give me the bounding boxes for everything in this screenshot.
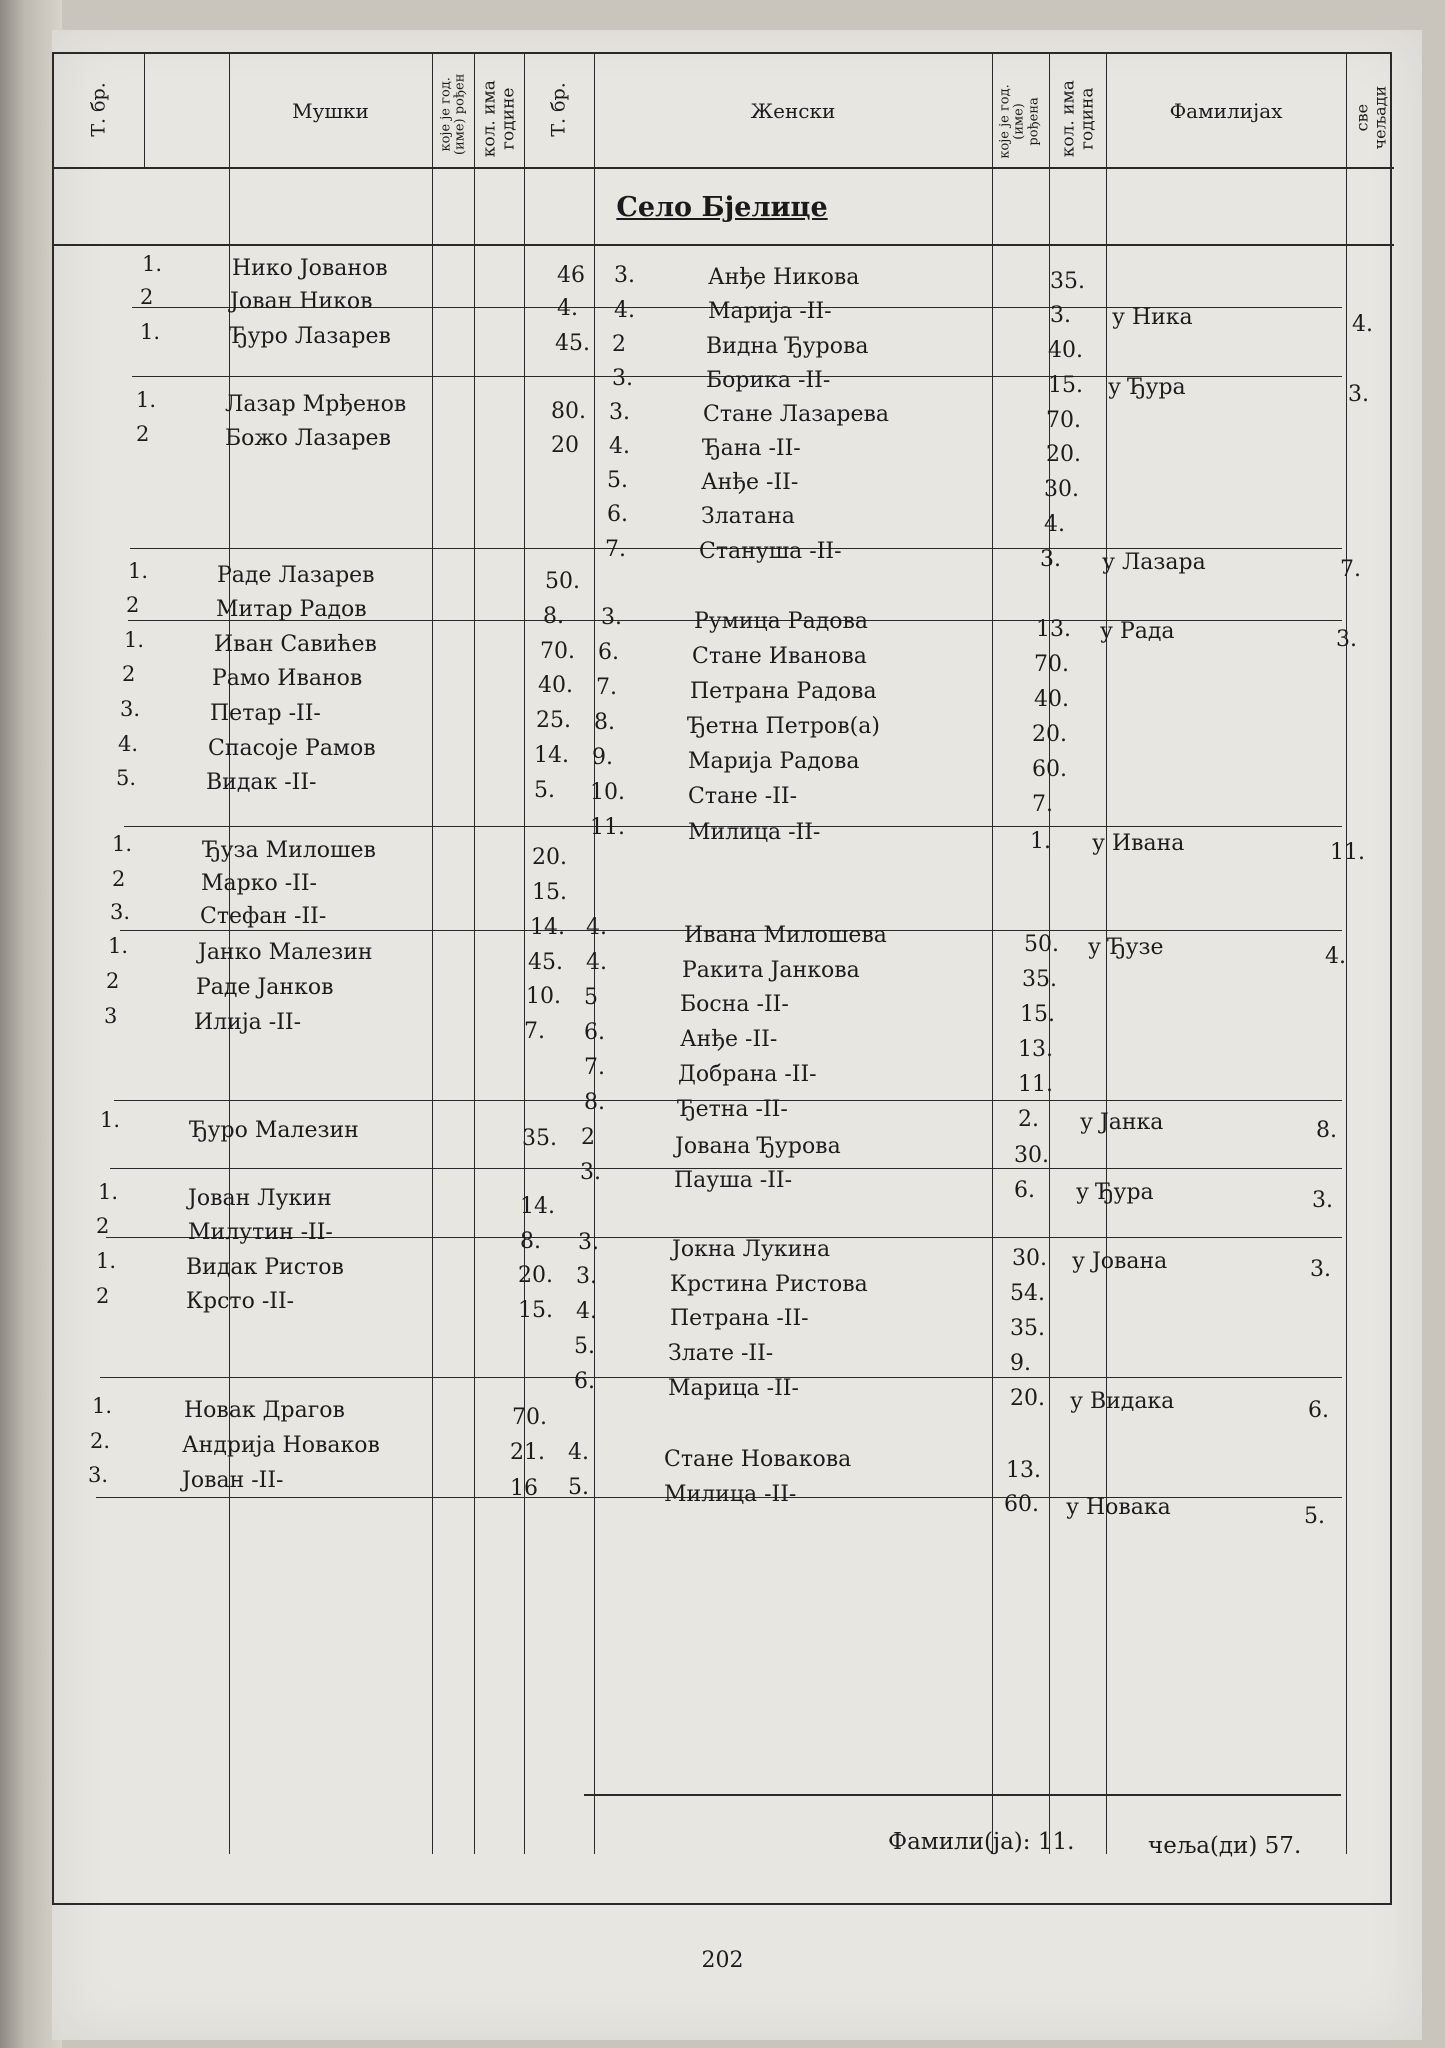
female-name: Јована Ђурова — [675, 1134, 841, 1159]
female-name: Марија -II- — [708, 299, 832, 324]
male-number: 2 — [106, 969, 120, 993]
male-name: Новак Драгов — [184, 1398, 345, 1423]
male-name: Раде Лазарев — [217, 563, 375, 588]
female-number: 6. — [607, 502, 628, 527]
male-age: 15. — [532, 880, 567, 905]
male-number: 3 — [104, 1004, 118, 1028]
female-age: 13. — [1018, 1037, 1053, 1062]
female-age: 70. — [1046, 408, 1081, 433]
family-name: у Видака — [1070, 1389, 1175, 1414]
family-name: у Ника — [1112, 305, 1193, 330]
female-age: 60. — [1004, 1492, 1039, 1517]
family-name: у Новака — [1066, 1495, 1171, 1520]
male-number: 1. — [96, 1249, 117, 1273]
female-name: Анђе -II- — [680, 1027, 778, 1052]
male-name: Марко -II- — [201, 871, 317, 896]
header-divider — [54, 167, 1394, 169]
female-age: 20. — [1046, 442, 1081, 467]
total-children: чеља(ди) 57. — [1148, 1833, 1302, 1859]
header-children: све чељади — [1352, 85, 1389, 150]
header-age-male: кол. има године — [479, 80, 518, 158]
male-name: Илија -II- — [194, 1010, 302, 1035]
male-number: 1. — [124, 628, 145, 652]
female-name: Петрана -II- — [670, 1306, 809, 1331]
male-name: Рамо Иванов — [212, 666, 363, 691]
male-age: 8. — [543, 604, 564, 629]
male-age: 10. — [526, 984, 561, 1009]
family-name: у Ђура — [1108, 375, 1186, 400]
female-name: Анђе Никова — [708, 265, 860, 290]
header-female: Женски — [750, 98, 836, 123]
female-age: 15. — [1048, 373, 1083, 398]
female-age: 4. — [1044, 512, 1065, 537]
header-no-left: Т. бр. — [87, 82, 110, 137]
female-name: Ракита Јанкова — [682, 958, 860, 983]
male-number: 2. — [90, 1429, 111, 1453]
female-number: 3. — [576, 1264, 597, 1289]
female-number: 6. — [584, 1020, 605, 1045]
male-name: Иван Савићев — [214, 632, 377, 657]
children-count: 3. — [1336, 627, 1357, 652]
male-age: 20 — [551, 433, 579, 458]
male-number: 1. — [100, 1108, 121, 1132]
total-families: Фамили(ја): 11. — [888, 1829, 1075, 1855]
female-age: 70. — [1034, 652, 1069, 677]
female-age: 11. — [1018, 1072, 1053, 1097]
female-age: 1. — [1030, 829, 1051, 854]
female-number: 3. — [578, 1230, 599, 1255]
male-number: 3. — [120, 697, 141, 721]
male-age: 14. — [534, 743, 569, 768]
female-age: 35. — [1050, 269, 1085, 294]
male-name: Ђуро Малезин — [190, 1118, 359, 1143]
female-number: 4. — [586, 950, 607, 975]
children-count: 8. — [1316, 1118, 1337, 1143]
male-number: 1. — [92, 1394, 113, 1418]
male-age: 14. — [520, 1194, 555, 1219]
family-name: у Рада — [1100, 619, 1175, 644]
col-divider — [992, 54, 993, 1854]
female-age: 30. — [1044, 477, 1079, 502]
female-name: Добрана -II- — [678, 1062, 817, 1087]
female-name: Ђетна -II- — [678, 1097, 788, 1122]
male-number: 2 — [112, 867, 126, 891]
male-age: 20. — [518, 1263, 553, 1288]
male-name: Ђуза Милошев — [203, 838, 376, 863]
male-number: 2 — [140, 285, 154, 309]
female-number: 5 — [584, 985, 598, 1010]
female-name: Босна -II- — [680, 992, 789, 1017]
female-number: 5. — [568, 1475, 589, 1500]
male-name: Митар Радов — [216, 597, 367, 622]
female-number: 8. — [584, 1090, 605, 1115]
male-number: 1. — [142, 252, 163, 276]
children-count: 5. — [1304, 1504, 1325, 1529]
female-number: 10. — [590, 780, 625, 805]
children-count: 4. — [1352, 312, 1373, 337]
male-number: 2 — [96, 1214, 110, 1238]
female-age: 54. — [1010, 1281, 1045, 1306]
female-age: 7. — [1032, 792, 1053, 817]
female-name: Златана — [701, 504, 795, 529]
male-name: Божо Лазарев — [225, 426, 391, 451]
female-number: 7. — [596, 675, 617, 700]
female-age: 35. — [1022, 967, 1057, 992]
col-divider — [144, 54, 145, 169]
female-age: 40. — [1034, 687, 1069, 712]
male-name: Петар -II- — [210, 701, 321, 726]
male-age: 45. — [555, 331, 590, 356]
male-age: 70. — [512, 1405, 547, 1430]
female-name: Крстина Ристова — [670, 1272, 868, 1297]
male-number: 2 — [136, 422, 150, 446]
male-number: 4. — [118, 732, 139, 756]
male-age: 50. — [545, 569, 580, 594]
female-name: Петрана Радова — [690, 679, 877, 704]
female-age: 3. — [1050, 303, 1071, 328]
male-name: Раде Јанков — [196, 975, 334, 1000]
female-name: Ивана Милошева — [684, 923, 887, 948]
male-age: 40. — [538, 673, 573, 698]
female-name: Стане Новакова — [664, 1447, 852, 1472]
male-name: Лазар Мрђенов — [225, 392, 407, 417]
male-name: Нико Јованов — [232, 256, 388, 281]
male-number: 3. — [110, 900, 131, 924]
female-age: 3. — [1040, 547, 1061, 572]
female-name: Стане Лазарева — [703, 402, 889, 427]
female-age: 2. — [1018, 1107, 1039, 1132]
header-age-female: кол. има година — [1058, 80, 1097, 158]
male-number: 2 — [122, 662, 136, 686]
male-age: 8. — [520, 1229, 541, 1254]
male-age: 4. — [557, 296, 578, 321]
female-name: Милица -II- — [664, 1482, 797, 1507]
male-age: 80. — [551, 399, 586, 424]
female-age: 50. — [1024, 932, 1059, 957]
female-name: Анђе -II- — [701, 470, 799, 495]
female-number: 3. — [580, 1160, 601, 1185]
female-number: 9. — [592, 745, 613, 770]
female-name: Стане -II- — [688, 784, 798, 809]
male-age: 16 — [510, 1476, 538, 1501]
header-male: Мушки — [292, 98, 369, 123]
female-age: 20. — [1032, 722, 1067, 747]
female-number: 4. — [614, 298, 635, 323]
female-age: 35. — [1010, 1316, 1045, 1341]
female-name: Борика -II- — [706, 368, 831, 393]
male-number: 3. — [88, 1463, 109, 1487]
female-number: 4. — [576, 1299, 597, 1324]
female-number: 8. — [594, 710, 615, 735]
male-name: Јован Лукин — [188, 1186, 332, 1211]
male-number: 5. — [116, 766, 137, 790]
female-number: 3. — [601, 605, 622, 630]
male-age: 15. — [518, 1298, 553, 1323]
male-number: 1. — [108, 934, 129, 958]
family-name: у Ђузе — [1088, 935, 1164, 960]
female-name: Злате -II- — [668, 1341, 774, 1366]
female-name: Пауша -II- — [674, 1168, 793, 1193]
male-age: 46 — [557, 263, 585, 288]
title-divider — [54, 244, 1394, 246]
male-number: 1. — [140, 320, 161, 344]
female-name: Стануша -II- — [699, 539, 842, 564]
female-number: 5. — [607, 468, 628, 493]
male-number: 1. — [98, 1180, 119, 1204]
female-age: 20. — [1010, 1386, 1045, 1411]
header-family: Фамилијах — [1169, 98, 1283, 123]
female-number: 7. — [584, 1055, 605, 1080]
female-number: 3. — [612, 366, 633, 391]
col-divider — [524, 54, 525, 1854]
children-count: 3. — [1348, 382, 1369, 407]
male-name: Спасоје Рамов — [208, 736, 376, 761]
female-name: Ђана -II- — [703, 436, 801, 461]
male-age: 14. — [530, 915, 565, 940]
female-age: 9. — [1010, 1351, 1031, 1376]
male-age: 25. — [536, 708, 571, 733]
female-number: 5. — [574, 1334, 595, 1359]
family-name: у Јанка — [1080, 1110, 1164, 1135]
male-number: 1. — [128, 559, 149, 583]
children-count: 3. — [1312, 1188, 1333, 1213]
female-number: 4. — [568, 1440, 589, 1465]
female-name: Ђетна Петров(а) — [688, 714, 880, 739]
male-name: Крсто -II- — [186, 1289, 295, 1314]
col-divider — [474, 54, 475, 1854]
col-divider — [432, 54, 433, 1854]
female-number: 2 — [581, 1125, 595, 1150]
male-number: 1. — [136, 388, 157, 412]
male-age: 7. — [524, 1019, 545, 1044]
female-age: 60. — [1032, 757, 1067, 782]
female-number: 11. — [590, 815, 625, 840]
village-title: Село Бјелице — [616, 192, 828, 223]
male-age: 21. — [510, 1440, 545, 1465]
male-age: 70. — [540, 639, 575, 664]
female-age: 13. — [1036, 617, 1071, 642]
female-name: Видна Ђурова — [706, 334, 869, 359]
female-age: 40. — [1048, 338, 1083, 363]
female-number: 7. — [605, 537, 626, 562]
female-number: 2 — [612, 332, 626, 357]
female-name: Марица -II- — [668, 1376, 799, 1401]
children-count: 6. — [1308, 1398, 1329, 1423]
female-name: Милица -II- — [688, 820, 821, 845]
family-name: у Јована — [1072, 1249, 1168, 1274]
header-no-right: Т. бр. — [547, 82, 570, 137]
col-divider — [1346, 54, 1347, 1854]
female-age: 6. — [1014, 1178, 1035, 1203]
children-count: 3. — [1310, 1257, 1331, 1282]
male-age: 5. — [534, 778, 555, 803]
male-name: Видак Ристов — [186, 1255, 344, 1280]
male-number: 1. — [112, 832, 133, 856]
male-name: Јован Ников — [230, 289, 373, 314]
female-name: Румица Радова — [694, 609, 868, 634]
children-count: 11. — [1330, 840, 1365, 865]
male-name: Видак -II- — [206, 770, 317, 795]
female-number: 3. — [609, 400, 630, 425]
family-name: у Ивана — [1092, 831, 1185, 856]
children-count: 7. — [1340, 557, 1361, 582]
header-birth-female: које је год. (име) рођена — [997, 84, 1042, 159]
female-number: 6. — [574, 1369, 595, 1394]
family-name: у Ђура — [1076, 1180, 1154, 1205]
female-number: 4. — [609, 434, 630, 459]
header-birth-male: које је год. (име) рођен — [438, 73, 468, 155]
female-name: Јокна Лукина — [672, 1237, 831, 1262]
male-age: 45. — [528, 950, 563, 975]
male-age: 20. — [532, 845, 567, 870]
male-name: Милутин -II- — [188, 1220, 333, 1245]
family-name: у Лазара — [1102, 550, 1206, 575]
female-name: Марија Радова — [688, 749, 860, 774]
male-name: Стефан -II- — [200, 904, 327, 929]
male-name: Андрија Новаков — [182, 1433, 380, 1458]
male-number: 2 — [96, 1284, 110, 1308]
male-name: Јанко Малезин — [198, 940, 373, 965]
page-number: 202 — [701, 1948, 744, 1973]
female-number: 4. — [586, 915, 607, 940]
male-age: 35. — [522, 1126, 557, 1151]
male-number: 2 — [126, 593, 140, 617]
female-name: Стане Иванова — [692, 644, 867, 669]
female-age: 15. — [1020, 1002, 1055, 1027]
female-age: 13. — [1006, 1458, 1041, 1483]
female-number: 3. — [614, 263, 635, 288]
male-name: Ђуро Лазарев — [230, 324, 391, 349]
male-name: Јован -II- — [182, 1468, 284, 1493]
female-age: 30. — [1012, 1246, 1047, 1271]
children-count: 4. — [1325, 944, 1346, 969]
female-number: 6. — [598, 640, 619, 665]
female-age: 30. — [1014, 1143, 1049, 1168]
